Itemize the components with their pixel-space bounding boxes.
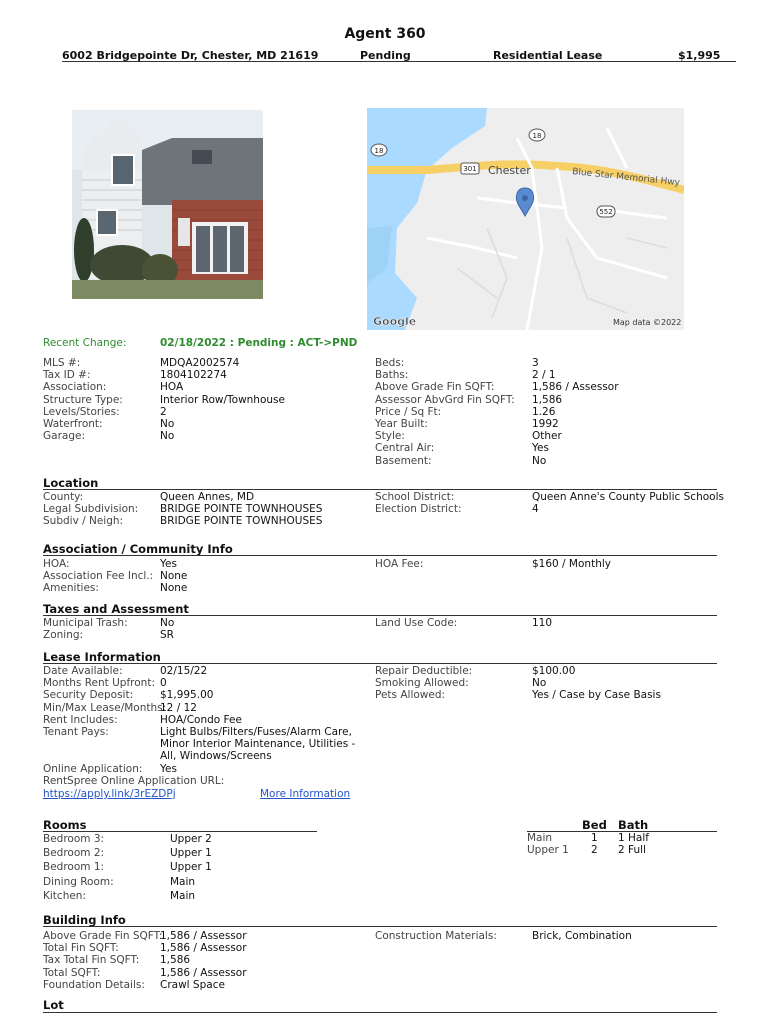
detail-label: Beds:: [375, 357, 405, 369]
location-value: BRIDGE POINTE TOWNHOUSES: [160, 503, 323, 516]
map-town-label: Chester: [488, 164, 531, 177]
lease-value: Light Bulbs/Filters/Fuses/Alarm Care,: [160, 726, 352, 739]
details-right-labels: [375, 357, 515, 467]
detail-label: Basement:: [375, 454, 432, 467]
lease-value: 0: [160, 677, 167, 690]
detail-label: Association:: [43, 381, 107, 394]
lease-value: 02/15/22: [160, 665, 208, 677]
detail-label: Above Grade Fin SQFT:: [375, 381, 495, 394]
lease-label: Pets Allowed:: [375, 689, 446, 702]
location-value: BRIDGE POINTE TOWNHOUSES: [160, 515, 323, 528]
details-left-labels: [43, 357, 123, 442]
room-values: [170, 832, 212, 903]
section-divider: [43, 615, 717, 616]
room-level: Upper 1: [170, 847, 212, 860]
lease-value: No: [532, 677, 547, 690]
association-left-labels: [43, 558, 153, 595]
location-map[interactable]: [367, 108, 684, 330]
building-label: Foundation Details:: [43, 978, 145, 991]
room-label: Bedroom 1:: [43, 861, 105, 874]
room-level: Main: [170, 889, 196, 902]
detail-label: Assessor AbvGrd Fin SQFT:: [375, 393, 515, 406]
location-label: School District:: [375, 491, 455, 503]
lease-label: Rent Includes:: [43, 713, 118, 726]
location-label: Legal Subdivision:: [43, 503, 139, 516]
listing-price: $1,995: [678, 49, 721, 62]
detail-value: 2: [160, 405, 167, 418]
association-value: Yes: [160, 558, 177, 570]
level-bed-count: 2: [591, 844, 598, 856]
lease-left-values: [160, 665, 355, 763]
detail-value: 2 / 1: [532, 369, 556, 382]
section-divider: [43, 1012, 717, 1013]
lease-value: HOA/Condo Fee: [160, 713, 242, 726]
building-label: Total Fin SQFT:: [43, 942, 119, 955]
section-title-lease: Lease Information: [43, 650, 161, 664]
lease-label: Months Rent Upfront:: [43, 677, 155, 690]
detail-value: MDQA2002574: [160, 357, 240, 369]
section-divider: [43, 489, 717, 490]
detail-value: 1992: [532, 418, 559, 431]
detail-label: Levels/Stories:: [43, 405, 120, 418]
detail-value: 1.26: [532, 405, 556, 418]
details-left-values: [160, 357, 285, 442]
detail-value: Other: [532, 430, 562, 443]
building-label: Total SQFT:: [43, 966, 101, 979]
lease-left-labels: [43, 665, 166, 738]
location-right-values: [532, 491, 724, 515]
lease-label: Min/Max Lease/Months:: [43, 701, 167, 714]
level-name: Main: [527, 832, 553, 844]
building-value: 1,586: [160, 954, 191, 967]
detail-label: Year Built:: [375, 418, 428, 431]
detail-label: Garage:: [43, 430, 85, 443]
section-title-building: Building Info: [43, 913, 126, 927]
header-divider: [62, 61, 736, 62]
level-name: Upper 1: [527, 844, 569, 856]
room-label: Dining Room:: [43, 875, 114, 888]
building-value: 1,586 / Assessor: [160, 942, 247, 955]
level-bed-count: 1: [591, 832, 598, 844]
lease-value: 12 / 12: [160, 701, 197, 714]
taxes-value: 110: [532, 617, 553, 629]
section-divider: [43, 663, 717, 664]
tenant-pays-continuation: Minor Interior Maintenance, Utilities -: [160, 738, 356, 751]
room-label: Bedroom 3:: [43, 833, 105, 845]
detail-label: Style:: [375, 430, 405, 443]
tenant-pays-continuation: All, Windows/Screens: [160, 750, 272, 763]
section-title-taxes: Taxes and Assessment: [43, 602, 189, 616]
room-labels: [43, 832, 114, 903]
taxes-label: Zoning:: [43, 629, 84, 642]
association-label: HOA:: [43, 558, 70, 570]
listing-status: Pending: [360, 49, 411, 62]
association-value: None: [160, 582, 188, 595]
more-information-link[interactable]: More Information: [260, 788, 351, 800]
detail-value: 3: [532, 357, 539, 369]
rooms-bath-header: Bath: [618, 818, 649, 832]
section-divider: [43, 926, 717, 927]
building-left-labels: [43, 930, 162, 991]
building-left-values: [160, 930, 247, 991]
location-left-labels: [43, 491, 138, 528]
room-label: Bedroom 2:: [43, 847, 105, 860]
location-left-values: [160, 491, 322, 528]
section-title-lot: Lot: [43, 998, 64, 1012]
location-label: Election District:: [375, 503, 462, 516]
detail-label: Baths:: [375, 369, 409, 382]
lease-right-values: [532, 665, 661, 702]
detail-label: MLS #:: [43, 357, 81, 369]
building-value: 1,586 / Assessor: [160, 930, 247, 942]
level-bath-count: 1 Half: [618, 832, 649, 844]
google-logo: Google: [373, 315, 417, 328]
location-value: 4: [532, 503, 539, 516]
taxes-value: SR: [160, 629, 174, 642]
room-label: Kitchen:: [43, 889, 86, 902]
lease-value: $100.00: [532, 665, 576, 677]
association-label: HOA Fee:: [375, 558, 424, 570]
rentspree-label: RentSpree Online Application URL:: [43, 775, 225, 787]
detail-value: No: [532, 454, 547, 467]
detail-value: Yes: [532, 442, 549, 455]
section-title-rooms: Rooms: [43, 818, 87, 832]
association-value: $160 / Monthly: [532, 558, 611, 570]
detail-label: Tax ID #:: [43, 369, 91, 382]
room-level: Main: [170, 875, 196, 888]
building-label: Above Grade Fin SQFT:: [43, 930, 163, 942]
lease-label: Date Available:: [43, 665, 123, 677]
detail-value: Interior Row/Townhouse: [160, 393, 285, 406]
lease-label: Smoking Allowed:: [375, 677, 469, 690]
building-label: Tax Total Fin SQFT:: [43, 954, 140, 967]
lease-label: Tenant Pays:: [43, 726, 109, 739]
section-divider: [43, 555, 717, 556]
location-right-labels: [375, 491, 462, 515]
room-level: Upper 2: [170, 833, 212, 845]
building-label: Construction Materials:: [375, 930, 497, 942]
detail-value: HOA: [160, 381, 184, 394]
detail-value: 1,586: [532, 393, 563, 406]
detail-value: No: [160, 418, 175, 431]
lease-value: Yes / Case by Case Basis: [532, 689, 661, 702]
section-title-association: Association / Community Info: [43, 542, 233, 556]
taxes-label: Municipal Trash:: [43, 617, 128, 629]
detail-value: 1,586 / Assessor: [532, 381, 619, 394]
route-shield-18-north: 18: [532, 132, 542, 140]
page-title: Agent 360: [344, 26, 426, 42]
taxes-label: Land Use Code:: [375, 617, 458, 629]
taxes-left-values: [160, 617, 174, 641]
lease-right-labels: [375, 665, 472, 702]
online-application-value: Yes: [160, 763, 177, 775]
recent-change-value: 02/18/2022 : Pending : ACT->PND: [160, 337, 358, 349]
lease-label: Repair Deductible:: [375, 665, 473, 677]
rentspree-link[interactable]: https://apply.link/3rEZDPj: [43, 788, 176, 800]
association-label: Amenities:: [43, 582, 99, 595]
online-application-label: Online Application:: [43, 763, 143, 775]
taxes-value: No: [160, 617, 175, 629]
listing-address: 6002 Bridgepointe Dr, Chester, MD 21619: [62, 49, 319, 62]
map-road-label: Blue Star Memorial Hwy: [571, 167, 681, 189]
detail-label: Structure Type:: [43, 393, 123, 406]
section-title-location: Location: [43, 476, 99, 490]
townhouse-image: [72, 110, 263, 299]
detail-label: Waterfront:: [43, 418, 103, 431]
detail-label: Central Air:: [375, 442, 435, 455]
association-value: None: [160, 570, 188, 583]
lease-value: $1,995.00: [160, 689, 214, 702]
details-right-values: [532, 357, 619, 467]
location-value: Queen Anne's County Public Schools: [532, 491, 724, 503]
location-value: Queen Annes, MD: [160, 491, 255, 503]
detail-value: No: [160, 430, 175, 443]
recent-change-label: Recent Change:: [43, 337, 127, 349]
building-value: Brick, Combination: [532, 930, 632, 942]
route-shield-18-west: 18: [374, 147, 384, 155]
map-copyright: Map data ©2022: [613, 318, 682, 327]
location-label: County:: [43, 491, 84, 503]
route-shield-301: 301: [463, 165, 477, 173]
building-value: 1,586 / Assessor: [160, 966, 247, 979]
detail-label: Price / Sq Ft:: [375, 405, 442, 418]
building-value: Crawl Space: [160, 978, 225, 991]
listing-type: Residential Lease: [493, 49, 603, 62]
association-left-values: [160, 558, 187, 595]
detail-value: 1804102274: [160, 369, 227, 382]
location-label: Subdiv / Neigh:: [43, 515, 124, 528]
route-shield-552: 552: [599, 208, 613, 216]
property-photo: [72, 110, 263, 299]
rooms-bed-header: Bed: [582, 818, 607, 832]
room-level: Upper 1: [170, 861, 212, 874]
lease-label: Security Deposit:: [43, 689, 134, 702]
map-image: [367, 108, 684, 330]
association-label: Association Fee Incl.:: [43, 570, 154, 583]
taxes-left-labels: [43, 617, 128, 641]
level-bath-count: 2 Full: [618, 844, 646, 856]
